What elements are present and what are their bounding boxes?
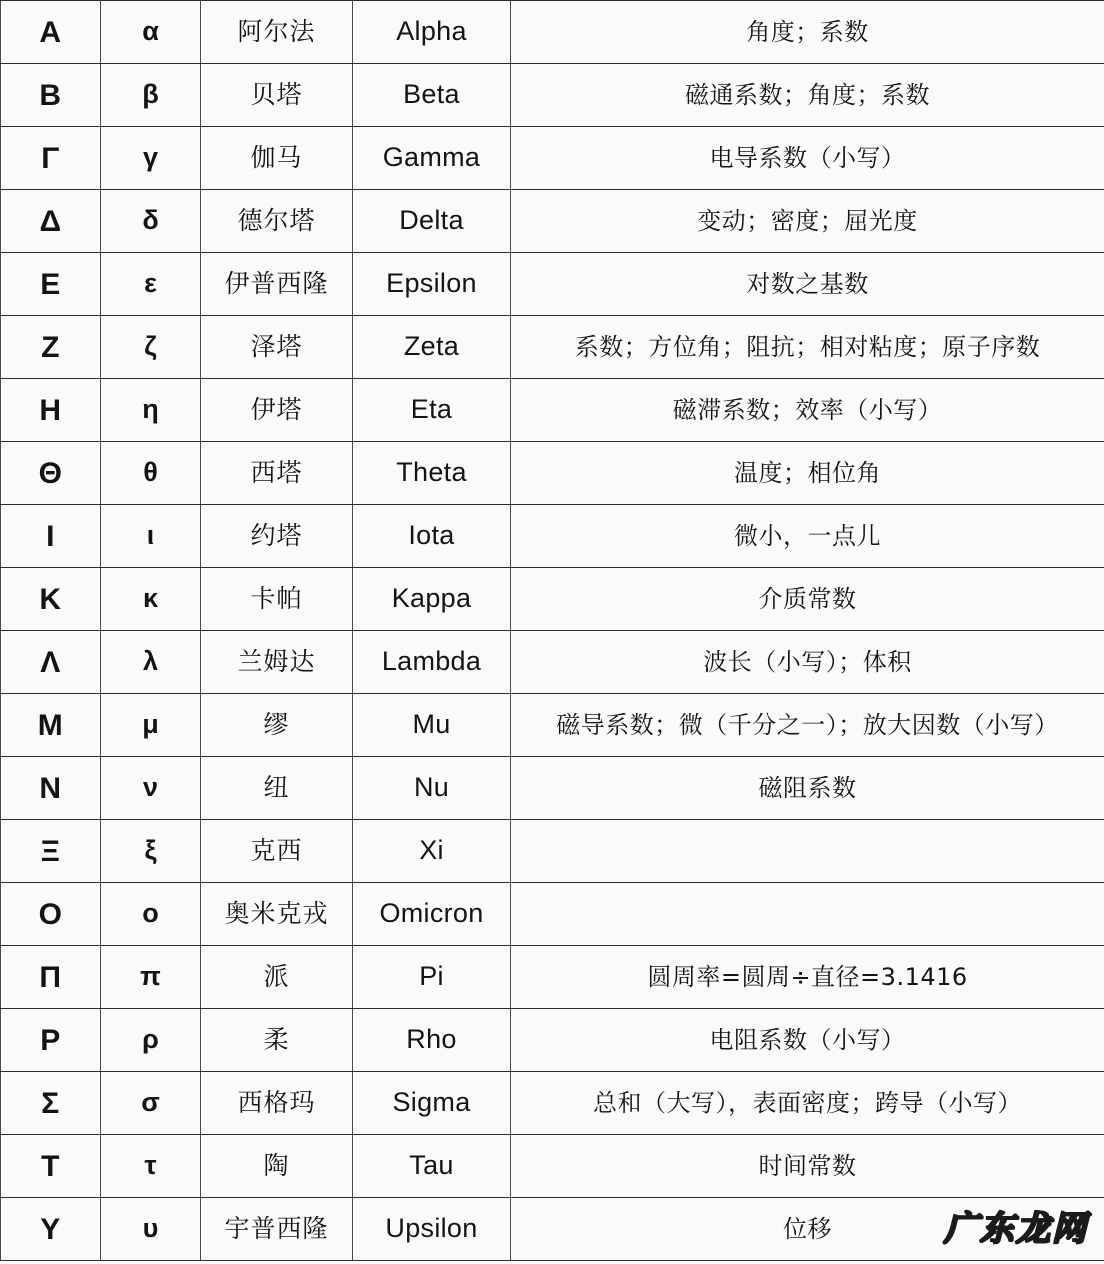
cell-uppercase-letter: Ι [1, 505, 101, 568]
cell-meaning: 总和（大写），表面密度；跨导（小写） [511, 1072, 1104, 1135]
table-row [1, 1198, 1104, 1261]
cell-lowercase-letter: ν [101, 757, 201, 820]
cell-english-name: Pi [353, 946, 511, 1009]
cell-lowercase-letter: λ [101, 631, 201, 694]
cell-english-name: Epsilon [353, 253, 511, 316]
cell-lowercase-letter: τ [101, 1135, 201, 1198]
cell-uppercase-letter: Η [1, 379, 101, 442]
cell-english-name: Rho [353, 1009, 511, 1072]
cell-uppercase-letter: Ν [1, 757, 101, 820]
table-row [1, 631, 1104, 694]
cell-uppercase-letter: Ο [1, 883, 101, 946]
table-row [1, 568, 1104, 631]
cell-english-name: Xi [353, 820, 511, 883]
cell-chinese-name: 伊普西隆 [201, 253, 353, 316]
cell-uppercase-letter: Ξ [1, 820, 101, 883]
cell-chinese-name: 兰姆达 [201, 631, 353, 694]
cell-meaning: 对数之基数 [511, 253, 1104, 316]
cell-meaning: 磁通系数；角度；系数 [511, 64, 1104, 127]
cell-meaning: 变动；密度；屈光度 [511, 190, 1104, 253]
cell-chinese-name: 贝塔 [201, 64, 353, 127]
cell-chinese-name: 克西 [201, 820, 353, 883]
table-row [1, 1, 1104, 64]
cell-meaning: 磁滞系数；效率（小写） [511, 379, 1104, 442]
cell-uppercase-letter: Λ [1, 631, 101, 694]
table-row [1, 442, 1104, 505]
cell-lowercase-letter: η [101, 379, 201, 442]
table-row [1, 316, 1104, 379]
cell-lowercase-letter: β [101, 64, 201, 127]
cell-meaning: 磁导系数；微（千分之一）；放大因数（小写） [511, 694, 1104, 757]
table-row [1, 694, 1104, 757]
cell-chinese-name: 阿尔法 [201, 1, 353, 64]
cell-english-name: Sigma [353, 1072, 511, 1135]
cell-lowercase-letter: ο [101, 883, 201, 946]
cell-meaning: 系数；方位角；阻抗；相对粘度；原子序数 [511, 316, 1104, 379]
cell-lowercase-letter: ζ [101, 316, 201, 379]
cell-chinese-name: 泽塔 [201, 316, 353, 379]
cell-chinese-name: 柔 [201, 1009, 353, 1072]
cell-chinese-name: 西塔 [201, 442, 353, 505]
cell-lowercase-letter: δ [101, 190, 201, 253]
cell-english-name: Lambda [353, 631, 511, 694]
watermark: 广东龙网 [944, 1209, 1088, 1249]
cell-meaning: 时间常数 [511, 1135, 1104, 1198]
cell-english-name: Alpha [353, 1, 511, 64]
cell-meaning: 电导系数（小写） [511, 127, 1104, 190]
table-row [1, 1135, 1104, 1198]
cell-english-name: Kappa [353, 568, 511, 631]
table-row [1, 757, 1104, 820]
cell-chinese-name: 奥米克戎 [201, 883, 353, 946]
cell-english-name: Eta [353, 379, 511, 442]
cell-uppercase-letter: Μ [1, 694, 101, 757]
cell-uppercase-letter: Κ [1, 568, 101, 631]
cell-uppercase-letter: Ε [1, 253, 101, 316]
cell-lowercase-letter: π [101, 946, 201, 1009]
table-row [1, 820, 1104, 883]
cell-chinese-name: 伽马 [201, 127, 353, 190]
cell-uppercase-letter: Τ [1, 1135, 101, 1198]
cell-lowercase-letter: α [101, 1, 201, 64]
cell-chinese-name: 卡帕 [201, 568, 353, 631]
table-body [1, 1, 1104, 1261]
cell-english-name: Beta [353, 64, 511, 127]
table-row [1, 127, 1104, 190]
cell-meaning [511, 820, 1104, 883]
cell-english-name: Gamma [353, 127, 511, 190]
cell-meaning: 位移 [511, 1198, 1104, 1261]
table-row [1, 505, 1104, 568]
cell-uppercase-letter: Β [1, 64, 101, 127]
cell-chinese-name: 西格玛 [201, 1072, 353, 1135]
cell-uppercase-letter: Ρ [1, 1009, 101, 1072]
cell-english-name: Nu [353, 757, 511, 820]
cell-uppercase-letter: Α [1, 1, 101, 64]
cell-lowercase-letter: μ [101, 694, 201, 757]
cell-uppercase-letter: Θ [1, 442, 101, 505]
cell-lowercase-letter: γ [101, 127, 201, 190]
cell-lowercase-letter: κ [101, 568, 201, 631]
cell-uppercase-letter: Υ [1, 1198, 101, 1261]
table-row [1, 883, 1104, 946]
cell-uppercase-letter: Δ [1, 190, 101, 253]
cell-chinese-name: 纽 [201, 757, 353, 820]
cell-chinese-name: 陶 [201, 1135, 353, 1198]
cell-chinese-name: 伊塔 [201, 379, 353, 442]
cell-english-name: Zeta [353, 316, 511, 379]
cell-lowercase-letter: ξ [101, 820, 201, 883]
cell-chinese-name: 约塔 [201, 505, 353, 568]
cell-uppercase-letter: Π [1, 946, 101, 1009]
table-row [1, 64, 1104, 127]
cell-lowercase-letter: ι [101, 505, 201, 568]
cell-meaning: 角度；系数 [511, 1, 1104, 64]
cell-chinese-name: 宇普西隆 [201, 1198, 353, 1261]
cell-uppercase-letter: Σ [1, 1072, 101, 1135]
cell-lowercase-letter: θ [101, 442, 201, 505]
cell-english-name: Tau [353, 1135, 511, 1198]
cell-lowercase-letter: υ [101, 1198, 201, 1261]
cell-lowercase-letter: ρ [101, 1009, 201, 1072]
table-row [1, 1009, 1104, 1072]
cell-uppercase-letter: Ζ [1, 316, 101, 379]
table-row [1, 1072, 1104, 1135]
cell-meaning: 电阻系数（小写） [511, 1009, 1104, 1072]
cell-lowercase-letter: ε [101, 253, 201, 316]
cell-meaning [511, 883, 1104, 946]
cell-english-name: Upsilon [353, 1198, 511, 1261]
cell-meaning: 微小，一点儿 [511, 505, 1104, 568]
cell-uppercase-letter: Γ [1, 127, 101, 190]
cell-english-name: Omicron [353, 883, 511, 946]
cell-english-name: Iota [353, 505, 511, 568]
cell-meaning: 温度；相位角 [511, 442, 1104, 505]
table-row [1, 379, 1104, 442]
table-row [1, 946, 1104, 1009]
cell-chinese-name: 派 [201, 946, 353, 1009]
table-row [1, 253, 1104, 316]
cell-chinese-name: 德尔塔 [201, 190, 353, 253]
cell-meaning: 圆周率=圆周÷直径=3.1416 [511, 946, 1104, 1009]
cell-english-name: Delta [353, 190, 511, 253]
cell-chinese-name: 缪 [201, 694, 353, 757]
cell-english-name: Theta [353, 442, 511, 505]
cell-meaning: 磁阻系数 [511, 757, 1104, 820]
cell-meaning: 波长（小写）；体积 [511, 631, 1104, 694]
cell-english-name: Mu [353, 694, 511, 757]
cell-lowercase-letter: σ [101, 1072, 201, 1135]
table-row [1, 190, 1104, 253]
cell-meaning: 介质常数 [511, 568, 1104, 631]
